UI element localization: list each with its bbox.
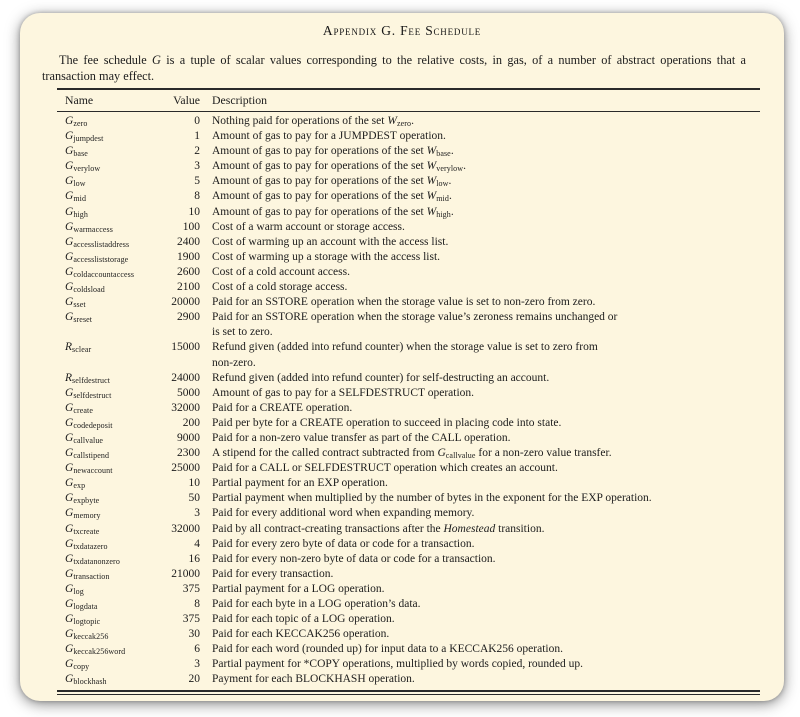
row-name bbox=[57, 537, 160, 552]
row-value: 16 bbox=[188, 552, 200, 565]
row-description: Paid for each KECCAK256 operation. bbox=[212, 628, 390, 641]
math-var: $G_{base}$ bbox=[65, 145, 88, 159]
table-bottom-rule-thick bbox=[57, 690, 760, 692]
row-name bbox=[57, 114, 160, 129]
math-var: $G_{txdatazero}$ bbox=[65, 537, 108, 551]
table-row bbox=[57, 582, 760, 597]
row-name bbox=[57, 597, 160, 612]
math-var: $G_{keccak256}$ bbox=[65, 628, 109, 642]
table-row bbox=[57, 250, 760, 265]
row-value: 8 bbox=[194, 190, 200, 203]
math-var: $G_{logdata}$ bbox=[65, 598, 98, 611]
math-var: $G_{callstipend}$ bbox=[65, 447, 110, 461]
fee-table-header bbox=[57, 90, 760, 112]
row-description: Paid by all contract-creating transactions after the Homestead transition. bbox=[212, 522, 545, 535]
row-name bbox=[57, 446, 160, 461]
row-name bbox=[57, 340, 160, 370]
math-var: $G_{transaction}$ bbox=[65, 567, 110, 581]
row-name bbox=[57, 642, 160, 657]
row-name bbox=[57, 491, 160, 506]
table-bottom-rule-thin bbox=[57, 694, 760, 695]
row-description: Paid for an SSTORE operation when the storage value is set to non-zero from zero. bbox=[212, 296, 596, 309]
math-var: $G_{logtopic}$ bbox=[65, 613, 101, 627]
table-row bbox=[57, 235, 760, 250]
row-name bbox=[57, 476, 160, 491]
row-name bbox=[57, 189, 160, 204]
table-row bbox=[57, 114, 760, 129]
table-row bbox=[57, 657, 760, 672]
row-description: Partial payment when multiplied by the number of bytes in the exponent for the EXP operation. bbox=[212, 492, 652, 505]
math-var: $W_{verylow}$ bbox=[426, 160, 464, 174]
fee-schedule-card bbox=[20, 13, 784, 701]
row-description: Cost of a warm account or storage access. bbox=[212, 220, 405, 233]
row-description: Partial payment for a LOG operation. bbox=[212, 582, 385, 595]
math-var: $G_{blockhash}$ bbox=[65, 673, 107, 687]
math-var: $G_{memory}$ bbox=[65, 507, 101, 521]
table-row bbox=[57, 431, 760, 446]
row-name bbox=[57, 612, 160, 627]
row-name bbox=[57, 129, 160, 144]
table-row bbox=[57, 416, 760, 431]
row-name bbox=[57, 220, 160, 235]
row-value: 21000 bbox=[171, 567, 200, 580]
table-row bbox=[57, 672, 760, 687]
row-description: Amount of gas to pay for operations of the set $W_{base}$. bbox=[212, 145, 454, 159]
table-row bbox=[57, 340, 760, 370]
row-description: Paid per byte for a CREATE operation to succeed in placing code into state. bbox=[212, 416, 562, 429]
row-name bbox=[57, 522, 160, 537]
row-name bbox=[57, 205, 160, 220]
row-value: 4 bbox=[194, 537, 200, 550]
math-var: $G_{accessliststorage}$ bbox=[65, 250, 129, 264]
math-var: $G_{high}$ bbox=[65, 205, 88, 219]
table-row bbox=[57, 205, 760, 220]
row-description: Paid for every additional word when expanding memory. bbox=[212, 507, 475, 520]
table-row bbox=[57, 189, 760, 204]
math-var: $G_{create}$ bbox=[65, 401, 94, 415]
table-row bbox=[57, 476, 760, 491]
table-row bbox=[57, 491, 760, 506]
row-name bbox=[57, 506, 160, 521]
row-description: Nothing paid for operations of the set $W_{zero}$. bbox=[212, 115, 414, 128]
table-row bbox=[57, 552, 760, 567]
row-name bbox=[57, 310, 160, 340]
row-description: Partial payment for an EXP operation. bbox=[212, 477, 388, 490]
table-row bbox=[57, 386, 760, 401]
math-var: $R_{selfdestruct}$ bbox=[65, 371, 111, 385]
row-value: 200 bbox=[182, 416, 200, 429]
header-name: Name bbox=[65, 93, 94, 107]
math-var: $G_{txdatanonzero}$ bbox=[65, 552, 120, 566]
math-var: $G_{mid}$ bbox=[65, 190, 87, 204]
row-value: 100 bbox=[182, 220, 200, 233]
header-value: Value bbox=[173, 93, 200, 107]
row-name bbox=[57, 657, 160, 672]
math-var: $G_{keccak256word}$ bbox=[65, 643, 126, 657]
row-name bbox=[57, 416, 160, 431]
appendix-title: Appendix G. Fee Schedule bbox=[322, 23, 482, 38]
row-value: 375 bbox=[182, 582, 200, 595]
table-row bbox=[57, 310, 760, 340]
row-description: Cost of warming up a storage with the access list. bbox=[212, 250, 441, 263]
row-value: 2600 bbox=[177, 265, 200, 278]
row-name bbox=[57, 461, 160, 476]
math-var: $G_{low}$ bbox=[65, 175, 86, 189]
table-row bbox=[57, 295, 760, 310]
row-description: Cost of warming up an account with the access list. bbox=[212, 235, 449, 248]
math-var: $G_{warmaccess}$ bbox=[65, 220, 113, 234]
row-description: Amount of gas to pay for operations of the set $W_{high}$. bbox=[212, 205, 454, 219]
row-value: 10 bbox=[188, 205, 200, 218]
row-value: 5000 bbox=[177, 386, 200, 399]
table-row bbox=[57, 506, 760, 521]
math-var: $G_{log}$ bbox=[65, 582, 84, 596]
row-value: 20000 bbox=[171, 296, 200, 309]
row-description: Amount of gas to pay for a JUMPDEST operation. bbox=[212, 130, 446, 143]
table-row bbox=[57, 265, 760, 280]
row-value: 1 bbox=[194, 130, 200, 143]
fee-table bbox=[57, 88, 760, 695]
row-value: 9000 bbox=[177, 431, 200, 444]
row-description: Amount of gas to pay for operations of the set $W_{low}$. bbox=[212, 175, 452, 189]
table-row bbox=[57, 159, 760, 174]
table-row bbox=[57, 612, 760, 627]
row-name bbox=[57, 627, 160, 642]
table-row bbox=[57, 174, 760, 189]
row-description: Amount of gas to pay for a SELFDESTRUCT operation. bbox=[212, 386, 475, 399]
row-value: 50 bbox=[188, 492, 200, 505]
row-description: Cost of a cold storage access. bbox=[212, 281, 348, 294]
row-description: A stipend for the called contract subtracted from $G_{callvalue}$ for a non-zero value transfer. bbox=[212, 447, 612, 461]
row-value: 10 bbox=[188, 477, 200, 490]
table-row bbox=[57, 642, 760, 657]
math-var: $G_{sset}$ bbox=[65, 296, 86, 310]
row-value: 2900 bbox=[177, 311, 200, 324]
table-row bbox=[57, 446, 760, 461]
row-name bbox=[57, 235, 160, 250]
row-name bbox=[57, 567, 160, 582]
row-name bbox=[57, 552, 160, 567]
row-value: 2300 bbox=[177, 447, 200, 460]
math-var: $G_{callvalue}$ bbox=[65, 431, 104, 445]
header-description: Description bbox=[212, 93, 268, 107]
row-value: 24000 bbox=[171, 371, 200, 384]
row-value: 6 bbox=[194, 643, 200, 656]
math-var: $G_{accesslistaddress}$ bbox=[65, 235, 130, 249]
row-description: Amount of gas to pay for operations of the set $W_{verylow}$. bbox=[212, 160, 467, 174]
row-description: Paid for a CREATE operation. bbox=[212, 401, 353, 414]
row-description: Payment for each BLOCKHASH operation. bbox=[212, 673, 415, 686]
row-value: 375 bbox=[182, 613, 200, 626]
row-name bbox=[57, 371, 160, 386]
math-var: $G_{coldaccountaccess}$ bbox=[65, 265, 135, 279]
math-var: $W_{base}$ bbox=[426, 145, 451, 159]
row-name bbox=[57, 431, 160, 446]
math-var: $G_{coldsload}$ bbox=[65, 281, 105, 295]
row-name bbox=[57, 295, 160, 310]
row-name bbox=[57, 401, 160, 416]
row-value: 2 bbox=[194, 145, 200, 158]
row-value: 25000 bbox=[171, 462, 200, 475]
row-description: Paid for every transaction. bbox=[212, 567, 334, 580]
row-description: Paid for a CALL or SELFDESTRUCT operation which creates an account. bbox=[212, 462, 558, 475]
row-value: 3 bbox=[194, 658, 200, 671]
table-row bbox=[57, 401, 760, 416]
math-var: $G_{txcreate}$ bbox=[65, 522, 100, 536]
row-description: Refund given (added into refund counter) when the storage value is set to zero from non-zero. bbox=[212, 341, 598, 369]
row-description: Cost of a cold account access. bbox=[212, 265, 350, 278]
row-value: 30 bbox=[188, 628, 200, 641]
table-row bbox=[57, 597, 760, 612]
math-var: $W_{high}$ bbox=[426, 205, 451, 219]
row-name bbox=[57, 386, 160, 401]
table-row bbox=[57, 220, 760, 235]
fee-table-rows bbox=[57, 112, 760, 688]
table-row bbox=[57, 461, 760, 476]
math-var: $W_{zero}$ bbox=[387, 115, 412, 128]
table-row bbox=[57, 280, 760, 295]
row-description: Paid for every zero byte of data or code for a transaction. bbox=[212, 537, 475, 550]
math-var: $G_{copy}$ bbox=[65, 658, 90, 672]
table-row bbox=[57, 144, 760, 159]
row-value: 8 bbox=[194, 598, 200, 610]
table-row bbox=[57, 567, 760, 582]
math-var: $W_{mid}$ bbox=[426, 190, 449, 204]
intro-paragraph: The fee schedule G is a tuple of scalar values corresponding to the relative costs, in gas, of a number of abstract operations that a transaction may effect. bbox=[42, 53, 747, 83]
math-var: $G_{exp}$ bbox=[65, 477, 86, 491]
row-name bbox=[57, 250, 160, 265]
math-var: $G_{verylow}$ bbox=[65, 160, 101, 174]
math-var: $G_{codedeposit}$ bbox=[65, 416, 113, 430]
row-description: Paid for an SSTORE operation when the storage value’s zeroness remains unchanged or is set to zero. bbox=[212, 311, 618, 339]
math-var: $R_{sclear}$ bbox=[65, 341, 92, 355]
row-name bbox=[57, 280, 160, 295]
row-value: 1900 bbox=[177, 250, 200, 263]
row-name bbox=[57, 174, 160, 189]
row-name bbox=[57, 672, 160, 687]
row-value: 3 bbox=[194, 160, 200, 173]
math-var: $G_{jumpdest}$ bbox=[65, 130, 104, 144]
row-description: Paid for each topic of a LOG operation. bbox=[212, 613, 395, 626]
math-var: $G_{expbyte}$ bbox=[65, 492, 100, 506]
row-value: 0 bbox=[194, 115, 200, 127]
math-var: $G_{zero}$ bbox=[65, 115, 88, 128]
table-row bbox=[57, 627, 760, 642]
row-description: Paid for every non-zero byte of data or code for a transaction. bbox=[212, 552, 496, 565]
row-description: Partial payment for *COPY operations, multiplied by words copied, rounded up. bbox=[212, 658, 584, 671]
row-value: 2100 bbox=[177, 281, 200, 294]
row-name bbox=[57, 265, 160, 280]
table-row bbox=[57, 129, 760, 144]
row-value: 3 bbox=[194, 507, 200, 520]
row-description: Paid for each word (rounded up) for input data to a KECCAK256 operation. bbox=[212, 643, 563, 656]
row-description: Amount of gas to pay for operations of the set $W_{mid}$. bbox=[212, 190, 452, 204]
table-row bbox=[57, 522, 760, 537]
row-name bbox=[57, 582, 160, 597]
row-name bbox=[57, 144, 160, 159]
row-name bbox=[57, 159, 160, 174]
row-description: Paid for each byte in a LOG operation’s data. bbox=[212, 598, 421, 610]
math-var: $G_{callvalue}$ bbox=[437, 447, 476, 461]
row-value: 2400 bbox=[177, 235, 200, 248]
row-value: 15000 bbox=[171, 341, 200, 354]
table-row bbox=[57, 371, 760, 386]
row-value: 32000 bbox=[171, 401, 200, 414]
row-description: Refund given (added into refund counter) for self-destructing an account. bbox=[212, 371, 550, 384]
math-var: $G_{newaccount}$ bbox=[65, 462, 113, 476]
math-var: $G_{sreset}$ bbox=[65, 311, 93, 325]
math-var: $G_{selfdestruct}$ bbox=[65, 386, 112, 400]
math-var: $W_{low}$ bbox=[426, 175, 449, 189]
row-value: 32000 bbox=[171, 522, 200, 535]
table-row bbox=[57, 537, 760, 552]
row-description: Paid for a non-zero value transfer as part of the CALL operation. bbox=[212, 431, 511, 444]
row-value: 20 bbox=[188, 673, 200, 686]
row-value: 5 bbox=[194, 175, 200, 188]
